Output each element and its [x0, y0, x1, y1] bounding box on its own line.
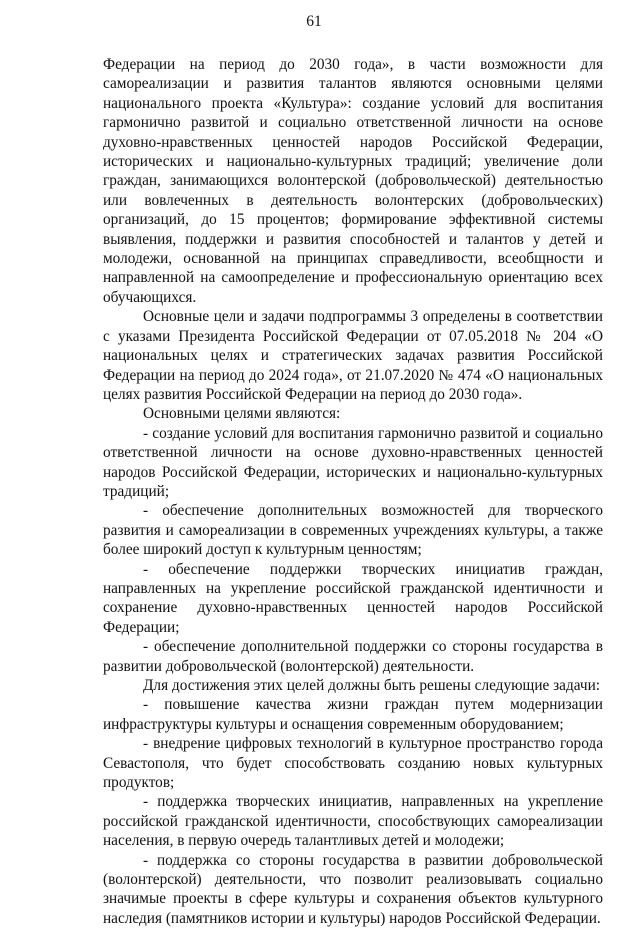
list-item-task-4: - поддержка со стороны государства в развитии добровольческой (волонтерской) деятельности, что позволит реализовывать социально значимые проекты в сфере культуры и сохранения объектов культурного наследия (памятников истории и культуры) народов Российской Федерации.: [103, 851, 603, 927]
paragraph-tasks-heading: Для достижения этих целей должны быть решены следующие задачи:: [143, 677, 601, 694]
list-item-task-2: - внедрение цифровых технологий в культурное пространство города Севастополя, что будет способствовать созданию новых культурных продуктов;: [103, 735, 603, 792]
paragraph-goals-basis: Основные цели и задачи подпрограммы 3 определены в соответствии с указами Президента Российской Федерации от 07.05.2018 № 204 «О национальных целях и стратегических задачах развития Российской Федерации на период до 2024 года», от 21.07.2020 № 474 «О национальных целях развития Российской Федерации на период до 2030 года».: [103, 308, 603, 403]
list-item-task-3: - поддержка творческих инициатив, направленных на укрепление российской гражданской идентичности, способствующих самореализации населения, в первую очередь талантливых детей и молодежи;: [103, 793, 603, 850]
list-item-goal-4: - обеспечение дополнительной поддержки со стороны государства в развитии добровольческой (волонтерской) деятельности.: [103, 638, 603, 675]
page-number: 61: [306, 13, 322, 30]
list-item-goal-1: - создание условий для воспитания гармонично развитой и социально ответственной личности на основе духовно-нравственных ценностей народов Российской Федерации, исторических и национально-культурных традиций;: [103, 424, 603, 500]
document-body: [103, 55, 603, 928]
list-item-goal-2: - обеспечение дополнительных возможностей для творческого развития и самореализации в современных учреждениях культуры, а также более широкий доступ к культурным ценностям;: [103, 502, 603, 559]
list-item-goal-3: - обеспечение поддержки творческих инициатив граждан, направленных на укрепление российской гражданской идентичности и сохранение духовно-нравственных ценностей народов Российской Федерации;: [103, 560, 603, 636]
paragraph-main-goals-heading: Основными целями являются:: [143, 405, 341, 423]
list-item-task-1: - повышение качества жизни граждан путем модернизации инфраструктуры культуры и оснащения современным оборудованием;: [103, 696, 603, 733]
paragraph-intro-continuation: Федерации на период до 2030 года», в части возможности для самореализации и развития талантов являются основными целями национального проекта «Культура»: создание условий для воспитания гармонично развитой и социально ответственной личности на основе духовно-нравственных ценностей народов Российской Федерации, исторических и национально-культурных традиций; увеличение доли граждан, занимающихся волонтерской (добровольческой) деятельностью или вовлеченных в деятельность волонтерских (добровольческих) организаций, до 15 процентов; формирование эффективной системы выявления, поддержки и развития способностей и талантов у детей и молодежи, основанной на принципах справедливости, всеобщности и направленной на самоопределение и профессиональную ориентацию всех обучающихся.: [103, 56, 603, 306]
